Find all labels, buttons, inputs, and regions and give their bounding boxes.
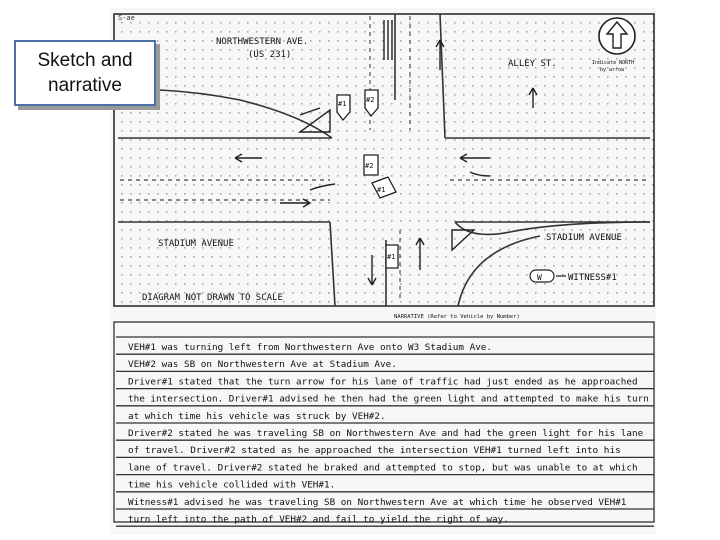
north-caption-2: by arrow [600, 67, 625, 73]
narrative-line: VEH#1 was turning left from Northwestern Ave onto W3 Stadium Ave. [128, 343, 492, 353]
vehicle-1-collision-label: #1 [377, 186, 386, 194]
vehicle-2-label: #2 [366, 96, 375, 104]
vehicle-1-bottom [386, 245, 398, 268]
vehicle-1-bottom-label: #1 [387, 253, 396, 261]
witness-label: WITNESS#1 [568, 273, 617, 283]
street-label-stadium-right: STADIUM AVENUE [546, 233, 622, 243]
street-label-alley: ALLEY ST. [508, 59, 557, 69]
narrative-line: lane of travel. Driver#2 stated he braked and attempted to stop, but was unable to at which [128, 463, 638, 474]
narrative-line: of travel. Driver#2 stated as he approached the intersection VEH#1 turned left into his [128, 446, 621, 457]
street-label-northwestern: NORTHWESTERN AVE. [216, 37, 309, 47]
vehicle-2-collision [364, 155, 378, 175]
narrative-title: NARRATIVE (Refer to Vehicle by Number) [394, 314, 520, 320]
caption-text: Sketch and narrative [37, 50, 133, 96]
narrative-line: VEH#2 was SB on Northwestern Ave at Stadium Ave. [128, 360, 397, 371]
narrative-line: Witness#1 advised he was traveling SB on Northwestern Ave at which time he observed VEH#1 [128, 497, 627, 508]
narrative-line: the intersection. Driver#1 advised he then had the green light and attempted to make his turn [128, 394, 649, 405]
north-caption-1: Indicate NORTH [592, 60, 635, 66]
caption-box [14, 40, 156, 106]
street-label-route: (US 231) [248, 50, 292, 60]
sketch-area [114, 14, 654, 306]
vehicle-2-collision-label: #2 [365, 162, 374, 170]
street-label-stadium-left: STADIUM AVENUE [158, 239, 234, 249]
narrative-line: at which time his vehicle was struck by VEH#2. [128, 411, 386, 422]
narrative-line: time his vehicle collided with VEH#1. [128, 480, 336, 491]
corner-label: S-ae [118, 14, 135, 22]
narrative-line: Driver#1 stated that the turn arrow for his lane of traffic had just ended as he approached [128, 377, 638, 388]
not-to-scale-note: DIAGRAM NOT DRAWN TO SCALE [142, 293, 283, 303]
narrative-line: turn left into the path of VEH#2 and fail to yield the right of way. [128, 515, 509, 525]
witness-tag: W [537, 273, 542, 282]
narrative-line: Driver#2 stated he was traveling SB on Northwestern Ave and had the green light for his lane [128, 429, 644, 439]
vehicle-1-label: #1 [338, 100, 347, 108]
